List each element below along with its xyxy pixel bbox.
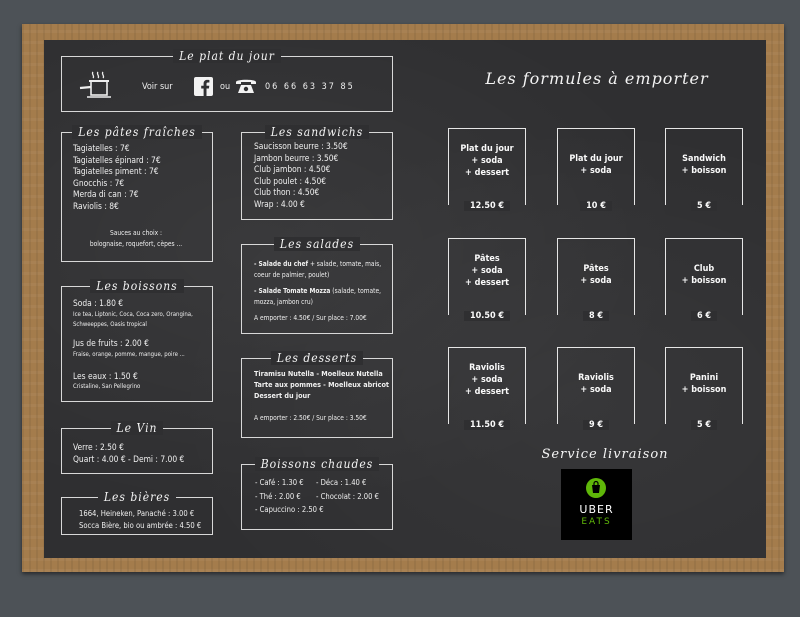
salade-chef-desc-2: coeur de palmier, poulet): [254, 271, 330, 279]
formule-price: 9 €: [583, 420, 609, 430]
boissons-title: Les boissons: [90, 279, 183, 293]
eats-text: EATS: [581, 517, 612, 527]
formule-card: Plat du jour + soda 10 €: [557, 128, 635, 205]
formule-card: Pâtes + soda + dessert 10.50 €: [448, 238, 526, 315]
formule-card: Raviolis + soda 9 €: [557, 347, 635, 424]
soda-list-2: Schweeppes, Oasis tropical: [73, 321, 147, 328]
sandwichs-title: Les sandwichs: [265, 125, 370, 139]
list-item: Raviolis : 8€: [73, 200, 119, 211]
formule-card: Sandwich + boisson 5 €: [665, 128, 743, 205]
list-item: Tagiatelles piment : 7€: [73, 166, 159, 177]
formule-price: 10 €: [580, 201, 612, 211]
chaudes-capuccino: - Capuccino : 2.50 €: [255, 505, 324, 514]
formule-price: 6 €: [691, 311, 717, 321]
desserts-line-2: Tarte aux pommes - Moelleux abricot: [254, 380, 389, 389]
phone-icon: [235, 77, 257, 95]
cooking-pot-icon: [79, 70, 115, 102]
facebook-icon[interactable]: [194, 77, 213, 96]
desserts-title: Les desserts: [271, 351, 363, 365]
desserts-line-1: Tiramisu Nutella - Moelleux Nutella: [254, 369, 383, 378]
vin-verre: Verre : 2.50 €: [73, 442, 124, 452]
vin-quart-demi: Quart : 4.00 € - Demi : 7.00 €: [73, 454, 185, 464]
formule-price: 5 €: [691, 201, 717, 211]
soda-list-1: Ice tea, Liptonic, Coca, Coca zero, Orangina,: [73, 311, 193, 318]
formules-title: Les formules à emporter: [485, 69, 709, 88]
salades-price: A emporter : 4.50€ / Sur place : 7.00€: [254, 314, 367, 322]
formule-price: 10.50 €: [464, 311, 510, 321]
pates-title: Les pâtes fraîches: [72, 125, 202, 139]
eaux-price: Les eaux : 1.50 €: [73, 371, 138, 381]
uber-eats-logo[interactable]: [561, 469, 632, 540]
formule-price: 11.50 €: [464, 420, 510, 430]
uber-text: UBER: [579, 503, 614, 516]
formule-price: 8 €: [583, 311, 609, 321]
soda-price: Soda : 1.80 €: [73, 298, 124, 308]
bieres-title: Les bières: [98, 490, 176, 504]
chaudes-chocolat: - Chocolat : 2.00 €: [316, 492, 379, 501]
voir-sur-label: Voir sur: [142, 82, 173, 92]
formule-card: Plat du jour + soda + dessert 12.50 €: [448, 128, 526, 205]
salades-title: Les salades: [274, 237, 360, 251]
list-item: Club poulet : 4.50€: [254, 175, 327, 186]
jus-price: Jus de fruits : 2.00 €: [73, 338, 149, 348]
jus-list: Fraise, orange, pomme, mangue, poire ...: [73, 351, 185, 358]
salade-mozza-desc: (salade, tomate,: [330, 287, 382, 295]
formule-card: Raviolis + soda + dessert 11.50 €: [448, 347, 526, 424]
salade-chef-desc: + salade, tomate, mais,: [308, 260, 382, 268]
formule-price: 12.50 €: [464, 201, 510, 211]
sauces-label: Sauces au choix :: [109, 229, 163, 237]
list-item: Saucisson beurre : 3.50€: [254, 141, 348, 151]
salade-chef-name: - Salade du chef: [254, 260, 309, 268]
desserts-price: A emporter : 2.50€ / Sur place : 3.50€: [254, 414, 367, 422]
plat-du-jour-title: Le plat du jour: [173, 49, 281, 63]
chaudes-deca: - Déca : 1.40 €: [316, 478, 367, 487]
formule-card: Pâtes + soda 8 €: [557, 238, 635, 315]
eaux-list: Cristaline, San Pellegrino: [73, 383, 141, 390]
list-item: Wrap : 4.00 €: [254, 198, 305, 209]
bieres-line-1: 1664, Heineken, Panaché : 3.00 €: [79, 509, 195, 518]
formule-price: 5 €: [691, 420, 717, 430]
desserts-line-3: Dessert du jour: [254, 391, 311, 400]
list-item: Club thon : 4.50€: [254, 187, 320, 198]
list-item: Merda di can : 7€: [73, 189, 139, 200]
pates-list: [73, 143, 161, 213]
list-item: Club jambon : 4.50€: [254, 164, 331, 175]
list-item: Jambon beurre : 3.50€: [254, 152, 339, 163]
chaudes-title: Boissons chaudes: [255, 457, 380, 471]
chaudes-the: - Thé : 2.00 €: [255, 492, 301, 501]
ou-label: ou: [220, 82, 231, 92]
list-item: Tagiatelles épinard : 7€: [73, 154, 161, 165]
salade-chef: [254, 259, 381, 269]
uber-eats-bag-icon: [585, 477, 607, 499]
sauces-list: bolognaise, roquefort, cèpes ...: [89, 240, 183, 248]
phone-number: 06 66 63 37 85: [265, 82, 355, 92]
salade-mozza-desc-2: mozza, jambon cru): [254, 298, 313, 306]
chaudes-cafe: - Café : 1.30 €: [255, 478, 304, 487]
list-item: Tagiatelles : 7€: [73, 143, 130, 153]
salade-mozza: [254, 286, 381, 296]
salade-mozza-name: - Salade Tomate Mozza: [254, 287, 331, 295]
formule-card: Club + boisson 6 €: [665, 238, 743, 315]
sandwichs-list: [254, 141, 348, 211]
vin-title: Le Vin: [111, 421, 164, 435]
bieres-line-2: Socca Bière, bio ou ambrée : 4.50 €: [79, 521, 202, 530]
livraison-title: Service livraison: [541, 447, 669, 462]
list-item: Gnocchis : 7€: [73, 177, 125, 188]
formule-card: Panini + boisson 5 €: [665, 347, 743, 424]
